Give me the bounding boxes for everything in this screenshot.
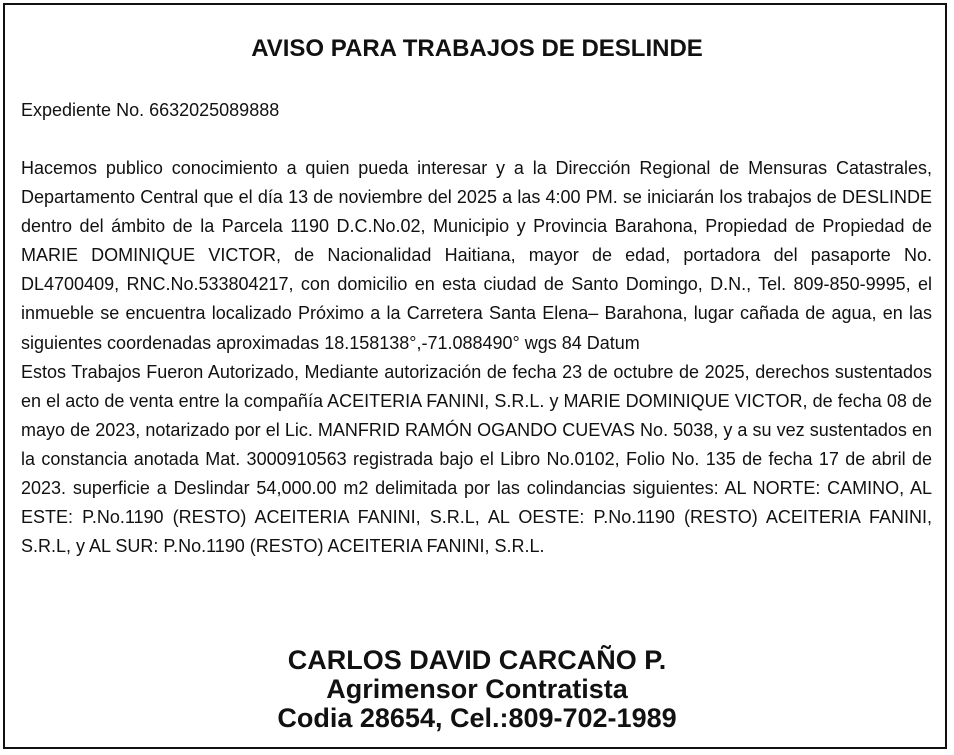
expediente-number: Expediente No. 6632025089888 <box>21 100 280 120</box>
notice-body <box>21 154 932 561</box>
notice-paragraph-2: Estos Trabajos Fueron Autorizado, Mediante autorización de fecha 23 de octubre de 2025, derechos sustentados en el acto de venta entre la compañía ACEITERIA FANINI, S.R.L. y MARIE DOMINIQUE VICTOR, de fecha 08 de mayo de 2023, notarizado por el Lic. MANFRID RAMÓN OGANDO CUEVAS No. 5038, y a su vez sustentados en la constancia anotada Mat. 3000910563 registrada bajo el Libro No.0102, Folio No. 135 de fecha 17 de abril de 2023. superficie a Deslindar 54,000.00 m2 delimitada por las colindancias siguientes: AL NORTE: CAMINO, AL ESTE: P.No.1190 (RESTO) ACEITERIA FANINI, S.R.L, AL OESTE: P.No.1190 (RESTO) ACEITERIA FANINI, S.R.L, y AL SUR: P.No.1190 (RESTO) ACEITERIA FANINI, S.R.L. <box>21 361 932 557</box>
surveyor-contact: Codia 28654, Cel.:809-702-1989 <box>277 703 677 733</box>
surveyor-name: CARLOS DAVID CARCAÑO P. <box>287 645 667 675</box>
surveyor-role: Agrimensor Contratista <box>326 674 628 704</box>
notice-frame <box>3 3 947 749</box>
notice-title: AVISO PARA TRABAJOS DE DESLINDE <box>251 35 703 62</box>
signature-block <box>5 646 949 733</box>
notice-paragraph-1: Hacemos publico conocimiento a quien pueda interesar y a la Dirección Regional de Mensuras Catastrales, Departamento Central que el día 13 de noviembre del 2025 a las 4:00 PM. se iniciarán los trabajos de DESLINDE dentro del ámbito de la Parcela 1190 D.C.No.02, Municipio y Provincia Barahona, Propiedad de Propiedad de MARIE DOMINIQUE VICTOR, de Nacionalidad Haitiana, mayor de edad, portadora del pasaporte No. DL4700409, RNC.No.533804217, con domicilio en esta ciudad de Santo Domingo, D.N., Tel. 809-850-9995, el inmueble se encuentra localizado Próximo a la Carretera Santa Elena– Barahona, lugar cañada de agua, en las siguientes coordenadas aproximadas 18.158138°,-71.088490° wgs 84 Datum <box>21 158 932 353</box>
